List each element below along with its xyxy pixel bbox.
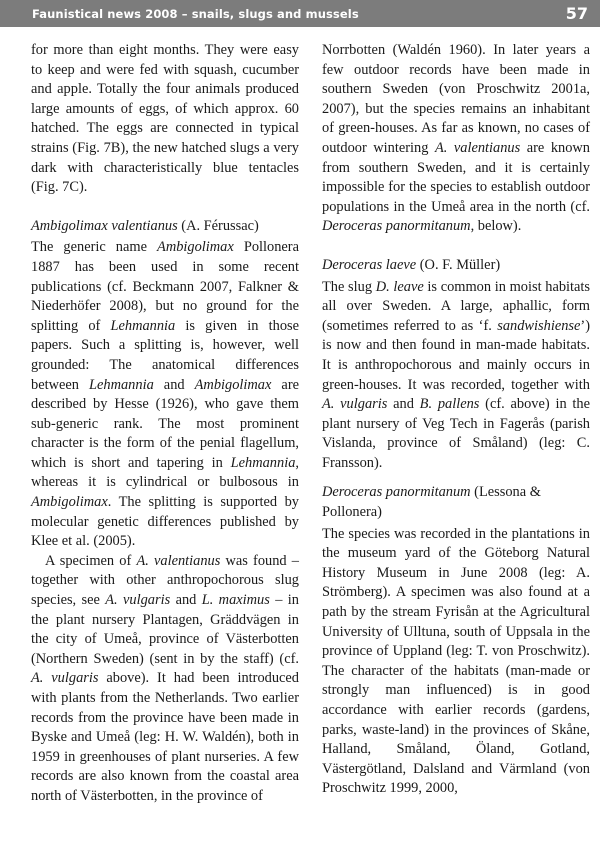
page-header (0, 0, 600, 27)
running-title: Faunistical news 2008 – snails, slugs and mussels (32, 7, 359, 21)
left-column (31, 41, 299, 807)
paragraph-husbandry: for more than eight months. They were easy to keep and were fed with squash, cucumber and apple. Totally the four animals produced large amounts of eggs, of which approx. 60 hatched. The eggs are connected in typical strains (Fig. 7B), the new hatched slugs a very dark with characteristically blue tentacles (Fig. 7C). (31, 42, 299, 196)
page-number: 57 (565, 4, 588, 23)
paragraph-deroceras-panormitanum: The species was recorded in the plantations in the museum yard of the Göteborg Natural History Museum in June 2008 (leg: A. Strömberg). A specimen was also found at a path by the stream Fyrisån at the Agricultural University of Ulltuna, south of Uppsala in the province of Uppland (leg: T. von Proschwitz). The character of the habitats (man-made or strongly man influenced) is in good accordance with earlier records (gardens, parks, waste-land) in the provinces of Skåne, Halland, Småland, Öland, Gotland, Västergötland, Dalsland and Värmland (von Proschwitz 1999, 2000, (322, 525, 590, 797)
right-column (322, 41, 590, 799)
heading-ambigolimax-valentianus: Ambigolimax valentianus (A. Férussac) (31, 217, 259, 234)
paragraph-norrbotten: Norrbotten (Waldén 1960). In later years a few outdoor records have been made in southern Sweden (von Proschwitz 2001a, 2007), but the species remains an inhabitant of green-houses. As far as known, no cases of outdoor wintering A. valentianus are known from southern Sweden, and it is certainly impossible for the species to establish outdoor populations in the Umeå area in the north (cf. Deroceras panormitanum, below). (322, 42, 590, 235)
paragraph-ambigolimax-genus: The generic name Ambigolimax Pollonera 1887 has been used in some recent publications (cf. Beckmann 2007, Falkner & Niederhöfer 2008), but no ground for the splitting of Lehmannia is given in those papers. Such a splitting is, however, well grounded: The anatomical differences between Lehmannia and Ambigolimax are described by Hesse (1926), who gave them sub-generic rank. The most prominent character is the form of the penial flagellum, which is short and tapering in Lehmannia, whereas it is cylindrical or bulbosous in Ambigolimax. The splitting is supported by molecular genetic differences published by Klee et al. (2005). (31, 239, 300, 550)
paragraph-valentianus-record: A specimen of A. valentianus was found – together with other anthropochorous slug species, see A. vulgaris and L. maximus – in the plant nursery Plantagen, Gräddvägen in the city of Umeå, province of Västerbotten (Northern Sweden) (sent in by the staff) (cf. A. vulgaris above). It had been introduced with plants from the Netherlands. Two earlier records from the province have been made in Byske and Umeå (leg: H. W. Waldén), both in 1959 in greenhouses of plant nurseries. A few records are also known from the coastal area north of Västerbotten, in the province of (31, 552, 300, 804)
heading-deroceras-laeve: Deroceras laeve (O. F. Müller) (322, 256, 501, 273)
paragraph-deroceras-laeve: The slug D. leave is common in moist habitats all over Sweden. A large, aphallic, form (sometimes referred to as ‘f. sandwishiense’) is now and then found in man-made habitats. It is anthropochorous and mainly occurs in green-houses. It was recorded, together with A. vulgaris and B. pallens (cf. above) in the plant nursery of Veg Tech in Fagerås (parish Vislanda, province of Småland) (leg: C. Fransson). (322, 278, 591, 471)
heading-deroceras-panormitanum: Deroceras panormitanum (Lessona & Pollonera) (322, 484, 541, 521)
